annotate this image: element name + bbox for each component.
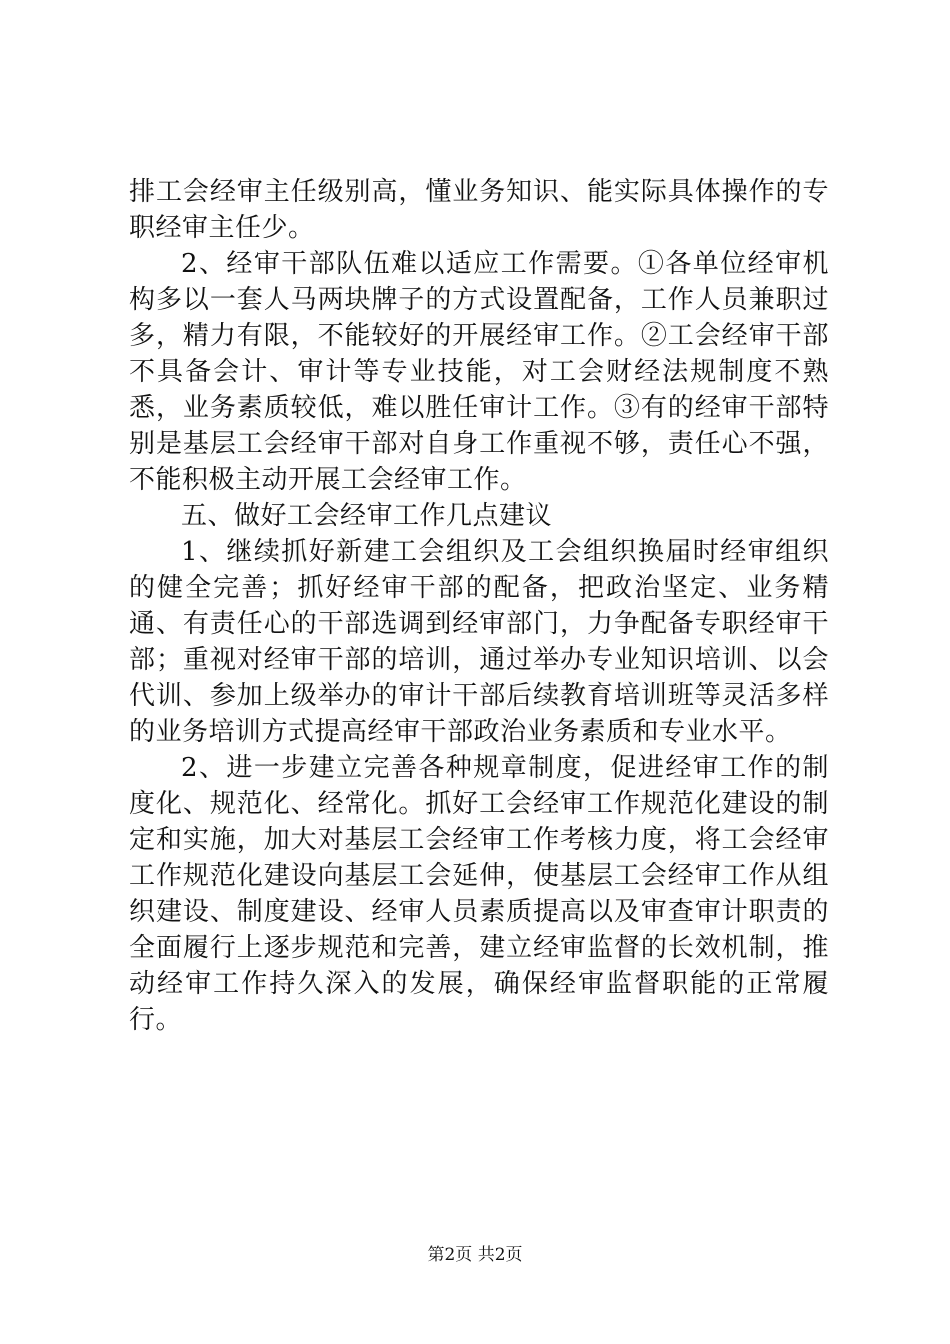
page-footer: 第2页 共2页 [427, 1245, 523, 1265]
paragraph-suggestion-1: 1、继续抓好新建工会组织及工会组织换届时经审组织的健全完善；抓好经审干部的配备，把政治坚定、业务精通、有责任心的干部选调到经审部门，力争配备专职经审干部；重视对经审干部的培训，通过举办专业知识培训、以会代训、参加上级举办的审计干部后续教育培训班等灵活多样的业务培训方式提高经审干部政治业务素质和专业水平。 [129, 537, 829, 747]
paragraph-suggestion-2: 2、进一步建立完善各种规章制度，促进经审工作的制度化、规范化、经常化。抓好工会经审工作规范化建设的制定和实施，加大对基层工会经审工作考核力度，将工会经审工作规范化建设向基层工会延伸，使基层工会经审工作从组织建设、制度建设、经审人员素质提高以及审查审计职责的全面履行上逐步规范和完善，建立经审监督的长效机制，推动经审工作持久深入的发展，确保经审监督职能的正常履行。 [129, 753, 829, 1035]
paragraph-continuation: 排工会经审主任级别高，懂业务知识、能实际具体操作的专职经审主任少。 [129, 177, 829, 243]
section-heading-suggestions: 五、做好工会经审工作几点建议 [181, 501, 553, 531]
paragraph-cadre-issue: 2、经审干部队伍难以适应工作需要。①各单位经审机构多以一套人马两块牌子的方式设置配备，工作人员兼职过多，精力有限，不能较好的开展经审工作。②工会经审干部不具备会计、审计等专业技能，对工会财经法规制度不熟悉，业务素质较低，难以胜任审计工作。③有的经审干部特别是基层工会经审干部对自身工作重视不够，责任心不强，不能积极主动开展工会经审工作。 [129, 249, 829, 495]
document-body [129, 174, 829, 1038]
